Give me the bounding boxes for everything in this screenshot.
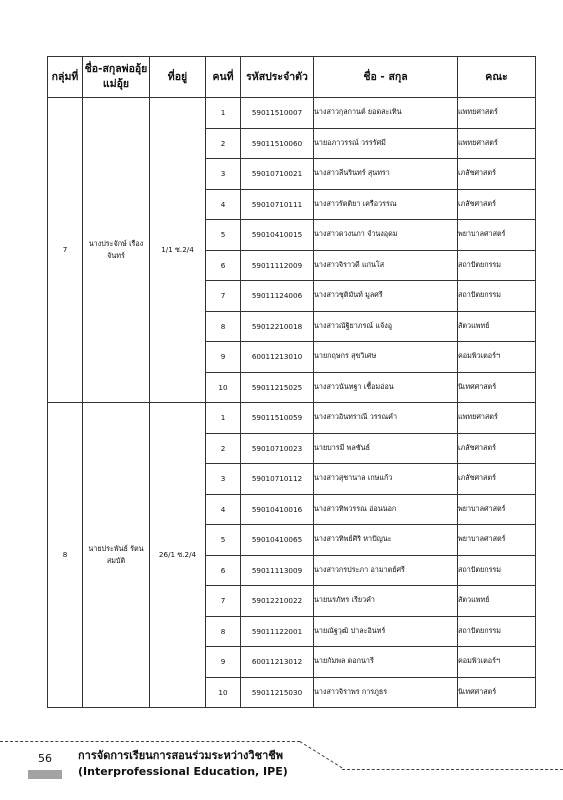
footer-title-english: (Interprofessional Education, IPE) <box>78 765 288 778</box>
student-id: 59011113009 <box>241 555 314 586</box>
student-id: 59010710023 <box>241 433 314 464</box>
header-group: กลุ่มที่ <box>48 57 83 98</box>
student-id: 59010410065 <box>241 525 314 556</box>
student-name: นางสาวดวงนภา จำนงอุดม <box>314 220 458 251</box>
member-index: 6 <box>206 250 241 281</box>
student-name: นายณัฐวุฒิ ปาละอินทร์ <box>314 616 458 647</box>
header-name: ชื่อ - สกุล <box>314 57 458 98</box>
student-name: นางสาวอินทราณี วรรณคำ <box>314 403 458 434</box>
student-name: นายบารมี พลชันธ์ <box>314 433 458 464</box>
faculty: แพทยศาสตร์ <box>458 403 536 434</box>
faculty: พยาบาลศาสตร์ <box>458 494 536 525</box>
faculty: สถาปัตยกรรม <box>458 616 536 647</box>
student-name: นางสาวทิพวรรณ อ่อนนอก <box>314 494 458 525</box>
student-id: 59011510007 <box>241 98 314 129</box>
member-index: 3 <box>206 464 241 495</box>
student-id: 59011510060 <box>241 128 314 159</box>
table-header <box>48 57 536 98</box>
faculty: เภสัชศาสตร์ <box>458 159 536 190</box>
faculty: แพทยศาสตร์ <box>458 128 536 159</box>
student-name: นางสาวณัฐิยาภรณ์ แจ้งอู <box>314 311 458 342</box>
table-row <box>48 98 536 129</box>
student-id: 59010710112 <box>241 464 314 495</box>
faculty: คอมพิวเตอร์ฯ <box>458 647 536 678</box>
student-name: นางสาวทิพย์ศิริ หาปัญนะ <box>314 525 458 556</box>
table-row <box>48 403 536 434</box>
faculty: เภสัชศาสตร์ <box>458 433 536 464</box>
student-id: 59011112009 <box>241 250 314 281</box>
student-name: นายนรภัทร เรียวคำ <box>314 586 458 617</box>
member-index: 10 <box>206 677 241 708</box>
faculty: นิเทศศาสตร์ <box>458 677 536 708</box>
member-index: 7 <box>206 586 241 617</box>
student-name: นางสาวชุติมันท์ มูลศรี <box>314 281 458 312</box>
student-name: นางสาวนันทฐา เชื้อมอ่อน <box>314 372 458 403</box>
group-number: 8 <box>48 403 83 708</box>
student-id: 59011215030 <box>241 677 314 708</box>
header-faculty: คณะ <box>458 57 536 98</box>
member-index: 2 <box>206 433 241 464</box>
page-number: 56 <box>38 752 52 765</box>
faculty: สถาปัตยกรรม <box>458 281 536 312</box>
host-name: นายประพันธ์ รัตนสมบัติ <box>83 403 150 708</box>
faculty: พยาบาลศาสตร์ <box>458 525 536 556</box>
student-id: 59011510059 <box>241 403 314 434</box>
header-row <box>48 57 536 98</box>
member-index: 6 <box>206 555 241 586</box>
student-name: นางสาวลีนรินทร์ สุนทรา <box>314 159 458 190</box>
member-index: 5 <box>206 525 241 556</box>
group-number: 7 <box>48 98 83 403</box>
header-student-id: รหัสประจำตัว <box>241 57 314 98</box>
member-index: 4 <box>206 189 241 220</box>
faculty: พยาบาลศาสตร์ <box>458 220 536 251</box>
student-name: นางสาวจิราพร การภูธร <box>314 677 458 708</box>
student-id: 59012210022 <box>241 586 314 617</box>
student-id: 59011124006 <box>241 281 314 312</box>
member-index: 7 <box>206 281 241 312</box>
student-id: 59010710021 <box>241 159 314 190</box>
footer-divider-right <box>342 769 563 770</box>
faculty: สถาปัตยกรรม <box>458 555 536 586</box>
student-id: 59012210018 <box>241 311 314 342</box>
footer-divider <box>0 741 300 742</box>
host-address: 26/1 ซ.2/4 <box>150 403 206 708</box>
member-index: 4 <box>206 494 241 525</box>
faculty: สถาปัตยกรรม <box>458 250 536 281</box>
faculty: แพทยศาสตร์ <box>458 98 536 129</box>
member-index: 10 <box>206 372 241 403</box>
host-address: 1/1 ซ.2/4 <box>150 98 206 403</box>
faculty: เภสัชศาสตร์ <box>458 189 536 220</box>
faculty: คอมพิวเตอร์ฯ <box>458 342 536 373</box>
student-name: นางสาวกุลกานต์ ยอดสะเทิน <box>314 98 458 129</box>
footer-title-thai: การจัดการเรียนการสอนร่วมระหว่างวิชาชีพ <box>78 749 283 762</box>
member-index: 9 <box>206 342 241 373</box>
host-name: นางประจักษ์ เรืองจันทร์ <box>83 98 150 403</box>
header-address: ที่อยู่ <box>150 57 206 98</box>
faculty: สัตวแพทย์ <box>458 586 536 617</box>
faculty: สัตวแพทย์ <box>458 311 536 342</box>
faculty: นิเทศศาสตร์ <box>458 372 536 403</box>
header-index: คนที่ <box>206 57 241 98</box>
faculty: เภสัชศาสตร์ <box>458 464 536 495</box>
student-id: 60011213012 <box>241 647 314 678</box>
student-name: นายกฤษกร สุขวิเศษ <box>314 342 458 373</box>
table-body <box>48 98 536 708</box>
member-index: 1 <box>206 98 241 129</box>
student-name: นางสาวรัตติยา เครือวรรณ <box>314 189 458 220</box>
student-name: นางสาวกรประภา อามาตย์ศรี <box>314 555 458 586</box>
student-id: 59011122001 <box>241 616 314 647</box>
page-number-bar <box>28 770 62 779</box>
student-id: 59010410016 <box>241 494 314 525</box>
member-index: 5 <box>206 220 241 251</box>
member-index: 2 <box>206 128 241 159</box>
student-group-table <box>47 56 536 708</box>
member-index: 9 <box>206 647 241 678</box>
student-id: 60011213010 <box>241 342 314 373</box>
student-name: นายกัมพล ดอกนารี <box>314 647 458 678</box>
member-index: 8 <box>206 616 241 647</box>
member-index: 1 <box>206 403 241 434</box>
student-id: 59010410015 <box>241 220 314 251</box>
student-id: 59011215025 <box>241 372 314 403</box>
header-host: ชื่อ-สกุลพ่ออุ้ยแม่อุ้ย <box>83 57 150 98</box>
member-index: 3 <box>206 159 241 190</box>
student-name: นางสาวสุชานาล เกษแก้ว <box>314 464 458 495</box>
footer-divider-slant <box>299 741 342 768</box>
student-name: นายอภาวรรณ์ วรรรัศมี <box>314 128 458 159</box>
member-index: 8 <box>206 311 241 342</box>
student-id: 59010710111 <box>241 189 314 220</box>
student-name: นางสาวจิราวดี แก่นโส <box>314 250 458 281</box>
